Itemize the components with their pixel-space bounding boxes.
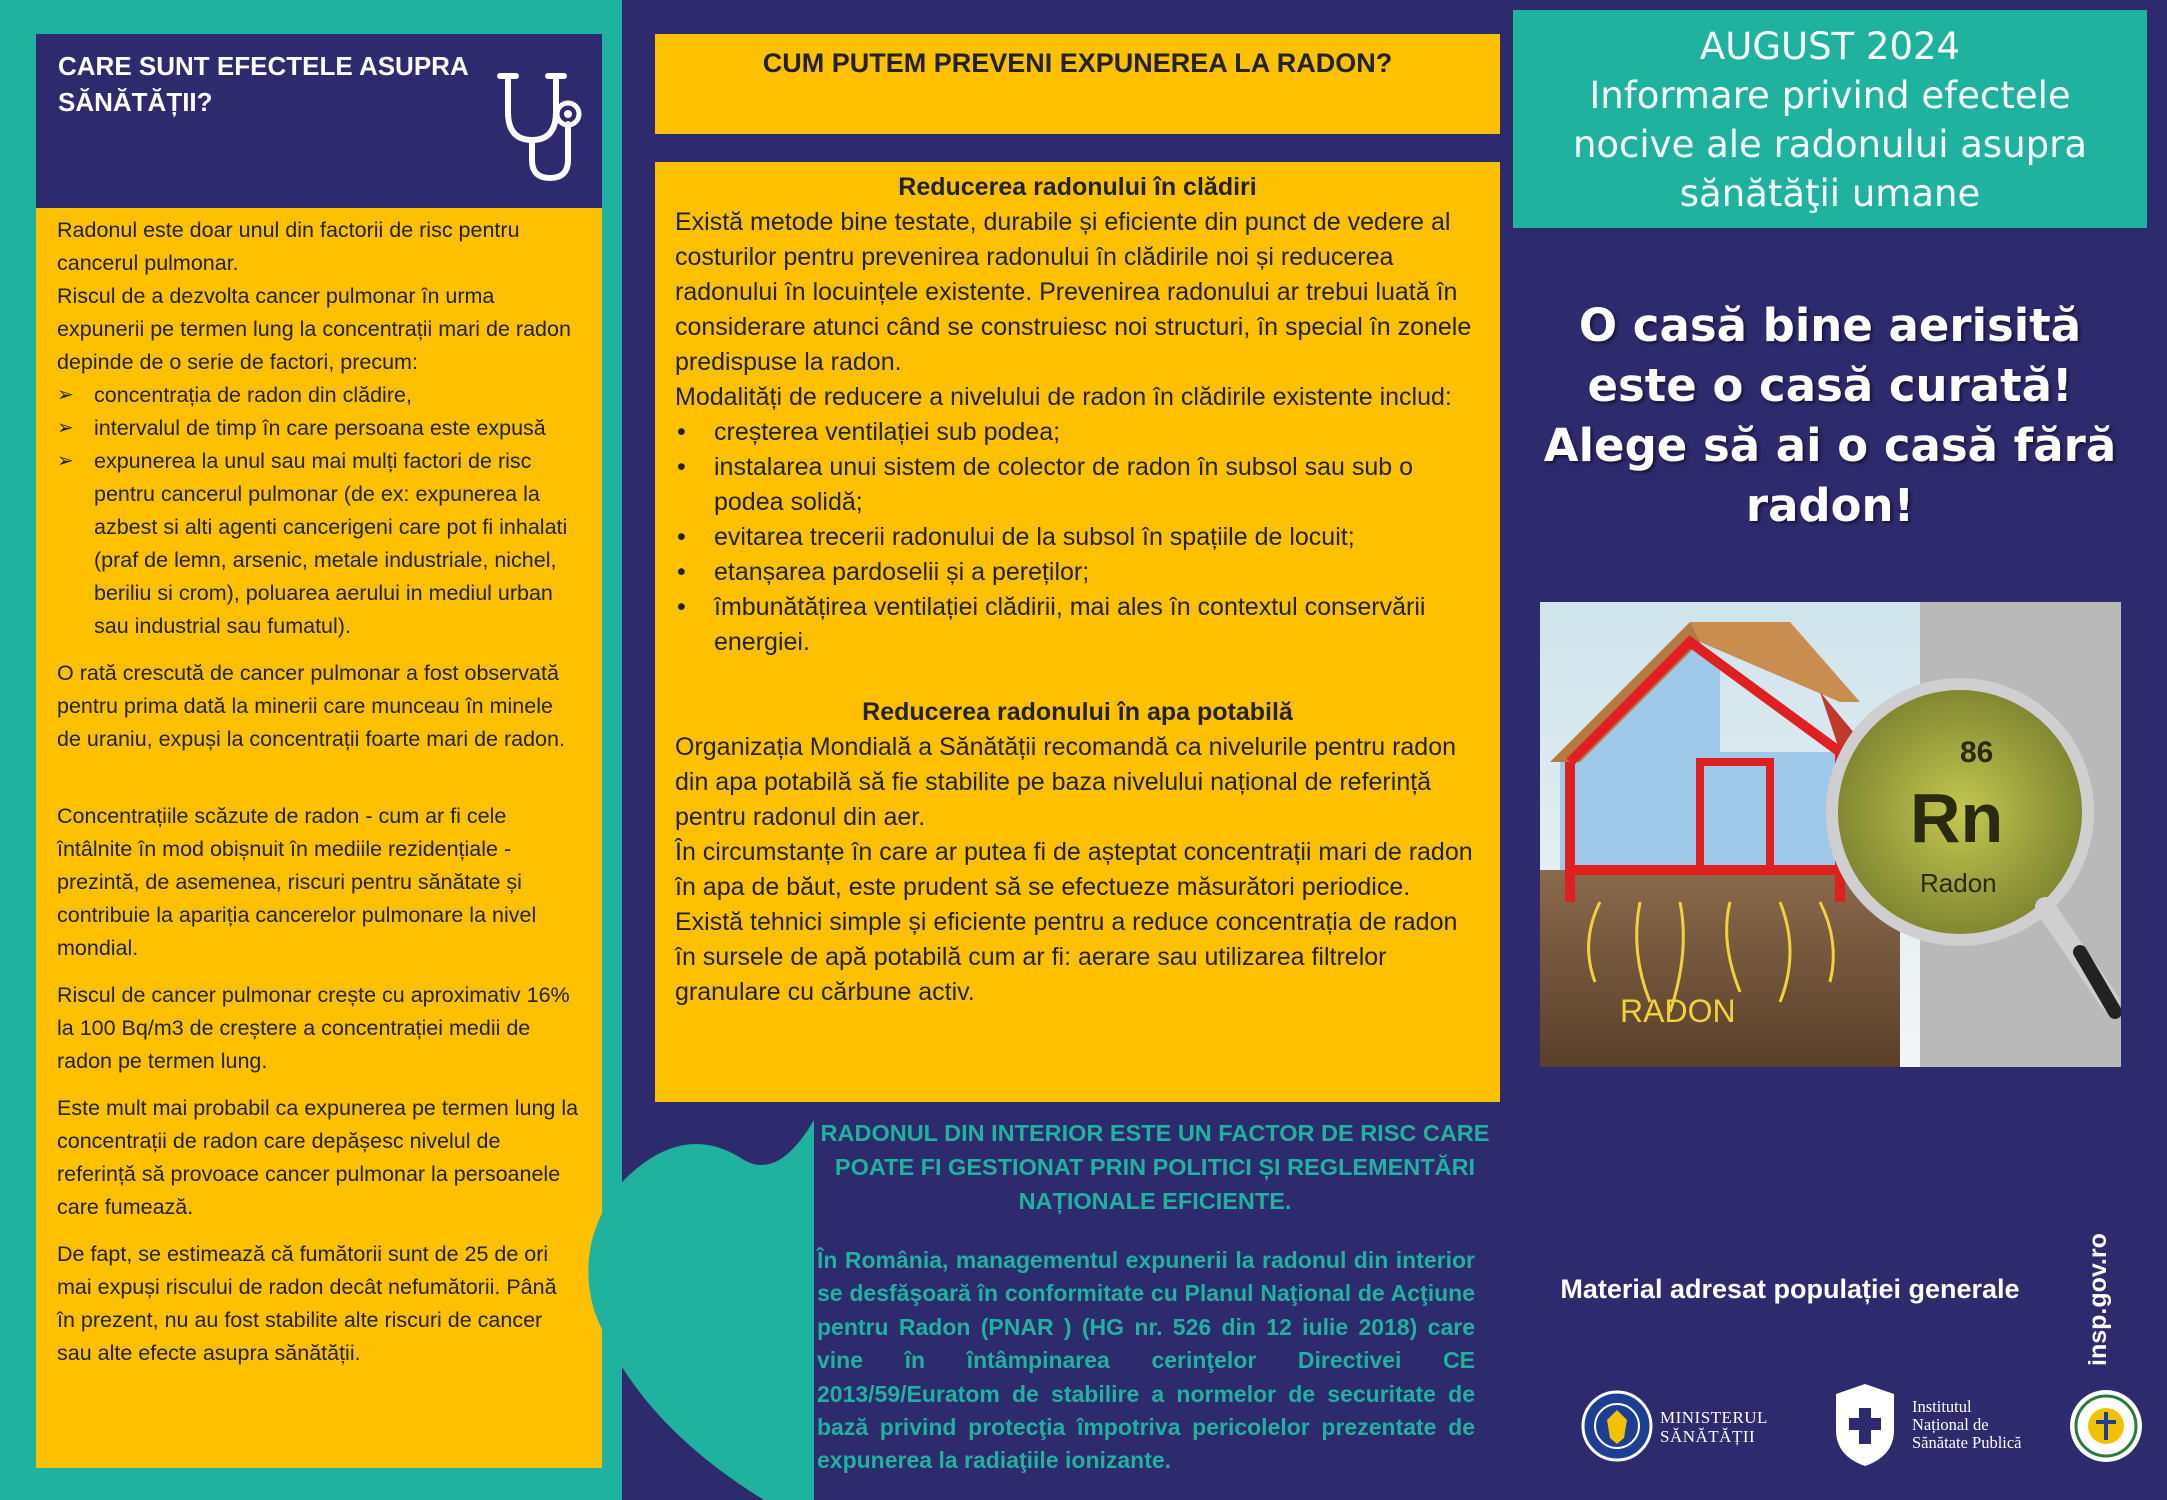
bullet-icon: • — [677, 453, 686, 481]
heart-decoration — [574, 1120, 814, 1500]
list-item: • evitarea trecerii radonului de la subsol în spațiile de locuit; — [675, 520, 1480, 555]
radon-house-illustration — [1540, 602, 2121, 1067]
brochure-title-line: sănătăţii umane — [1679, 172, 1981, 215]
bullet-icon: • — [677, 418, 686, 446]
institute-shield-icon — [1830, 1380, 1900, 1468]
stethoscope-icon — [496, 64, 586, 184]
risk-intro-text: Riscul de a dezvolta cancer pulmonar în urma expunerii pe termen lung la concentrații mari de radon depinde de o serie de factori, precum: — [57, 284, 571, 374]
water-heading: Reducerea radonului în apa potabilă — [862, 698, 1293, 726]
institute-logo: Institutul Național de Sănătate Publică — [1830, 1380, 2060, 1468]
brochure-title-line: nocive ale radonului asupra — [1572, 123, 2088, 166]
ministry-logo: MINISTERUL SĂNĂTĂȚII — [1580, 1388, 1800, 1464]
romania-management-text: În România, managementul expunerii la radonul din interior se desfăşoară în conformitate cu Planul Naţional de Acţiune pentru Radon (PNAR ) (HG nr. 526 din 12 iulie 2018) care vine în întâmpinarea cerinţelor Directivei CE 2013/59/Euratom de stabilire a normelor de securitate de bază privind protecţia împotriva pericolelor prezentate de expunerea la radiaţiile ionizante. — [817, 1247, 1475, 1474]
arrow-bullet-icon: ➢ — [57, 450, 74, 472]
list-item: ➢ expunerea la unul sau mai mulți factori de risc pentru cancerul pulmonar (de ex: expunerea la azbest si alti agenti cancerigeni care pot fi inhalati (praf de lemn, arsenic, metale industriale, nichel, beriliu si crom), poluarea aerului in mediul urban sau industrial sau fumatul). — [57, 445, 580, 643]
methods-list — [675, 415, 1480, 660]
ministry-crest-icon — [1580, 1388, 1654, 1464]
buildings-heading: Reducerea radonului în clădiri — [898, 173, 1257, 201]
risk-factor-heading: RADONUL DIN INTERIOR ESTE UN FACTOR DE RISC CARE POATE FI GESTIONAT PRIN POLITICI ȘI REGLEMENTĂRI NAȚIONALE EFICIENTE. — [820, 1120, 1490, 1214]
bullet-icon: • — [677, 593, 686, 621]
seal-logo — [2068, 1388, 2144, 1464]
water-text-1: Organizația Mondială a Sănătății recomandă ca nivelurile pentru radon din apa potabilă să fie stabilite pe baza nivelului național de referință pentru radonul din aer. — [675, 733, 1457, 831]
risk-increase-text: Riscul de cancer pulmonar crește cu aproximativ 16% la 100 Bq/m3 de creștere a concentrației medii de radon pe termen lung. — [57, 983, 570, 1073]
slogan: O casă bine aerisită este o casă curată! Alege să ai o casă fără radon! — [1543, 299, 2117, 532]
buildings-text: Există metode bine testate, durabile și eficiente din punct de vedere al costurilor pentru prevenirea radonului în clădirile noi și reducerea radonului în locuințele existente. Prevenirea radonului ar trebui luată în considerare atunci când se construiesc noi structuri, în special în zonele predispuse la radon. — [675, 208, 1472, 376]
middle-panel-body — [655, 162, 1500, 1102]
list-item: • etanșarea pardoselii și a pereților; — [675, 555, 1480, 590]
intro-text: Radonul este doar unul din factorii de risc pentru cancerul pulmonar. — [57, 218, 520, 275]
methods-intro: Modalități de reducere a nivelului de radon în clădirile existente includ: — [675, 383, 1452, 411]
water-text-3: Există tehnici simple și eficiente pentru a reduce concentrația de radon în sursele de apă potabilă cum ar fi: aerare sau utilizarea filtrelor granulare cu cărbune activ. — [675, 908, 1458, 1006]
element-number: 86 — [1960, 736, 1994, 769]
left-panel-title: CARE SUNT EFECTELE ASUPRA SĂNĂTĂȚII? — [58, 51, 469, 117]
website-label: insp.gov.ro — [2084, 1233, 2112, 1366]
water-text-2: În circumstanțe în care ar putea fi de așteptat concentrații mari de radon în apa de băut, este prudent să se efectueze măsurători periodice. — [675, 838, 1473, 901]
element-name: Radon — [1920, 868, 1997, 898]
risk-factor-list — [57, 379, 580, 643]
left-panel-body — [36, 208, 602, 1468]
left-panel-header — [36, 34, 602, 208]
list-item: • instalarea unui sistem de colector de radon în subsol sau sub o podea solidă; — [675, 450, 1480, 520]
brochure-date: AUGUST 2024 — [1699, 25, 1961, 68]
middle-title-box — [655, 34, 1500, 134]
smokers-text: Este mult mai probabil ca expunerea pe termen lung la concentrații de radon care depășesc nivelul de referință să provoace cancer pulmonar la persoanele care fumează. — [57, 1096, 579, 1219]
list-item: ➢ concentrația de radon din clădire, — [57, 379, 580, 412]
middle-title: CUM PUTEM PREVENI EXPUNEREA LA RADON? — [762, 48, 1393, 78]
low-concentration-text: Concentrațiile scăzute de radon - cum ar fi cele întâlnite în mod obișnuit în mediile rezidențiale - prezintă, de asemenea, riscuri pentru sănătate și contribuie la apariția cancerelor pulmonare la nivel mondial. — [57, 804, 537, 960]
element-symbol: Rn — [1910, 779, 2004, 857]
audience-note: Material adresat populației generale — [1560, 1274, 2020, 1304]
list-item: • creșterea ventilației sub podea; — [675, 415, 1480, 450]
miners-text: O rată crescută de cancer pulmonar a fost observată pentru prima dată la minerii care munceau în minele de uraniu, expuși la concentrații foarte mari de radon. — [57, 661, 565, 751]
bullet-icon: • — [677, 523, 686, 551]
ground-radon-label: RADON — [1620, 993, 1736, 1029]
list-item: • îmbunătățirea ventilației clădirii, mai ales în contextul conservării energiei. — [675, 590, 1480, 660]
arrow-bullet-icon: ➢ — [57, 417, 74, 439]
arrow-bullet-icon: ➢ — [57, 384, 74, 406]
bullet-icon: • — [677, 558, 686, 586]
brochure-title-box — [1513, 10, 2147, 228]
smokers-ratio-text: De fapt, se estimează că fumătorii sunt de 25 de ori mai expuși riscului de radon decât nefumătorii. Până în prezent, nu au fost stabilite alte riscuri de cancer sau alte efecte asupra sănătății. — [57, 1242, 557, 1365]
brochure-title-line: Informare privind efectele — [1589, 74, 2071, 117]
list-item: ➢ intervalul de timp în care persoana este expusă — [57, 412, 580, 445]
